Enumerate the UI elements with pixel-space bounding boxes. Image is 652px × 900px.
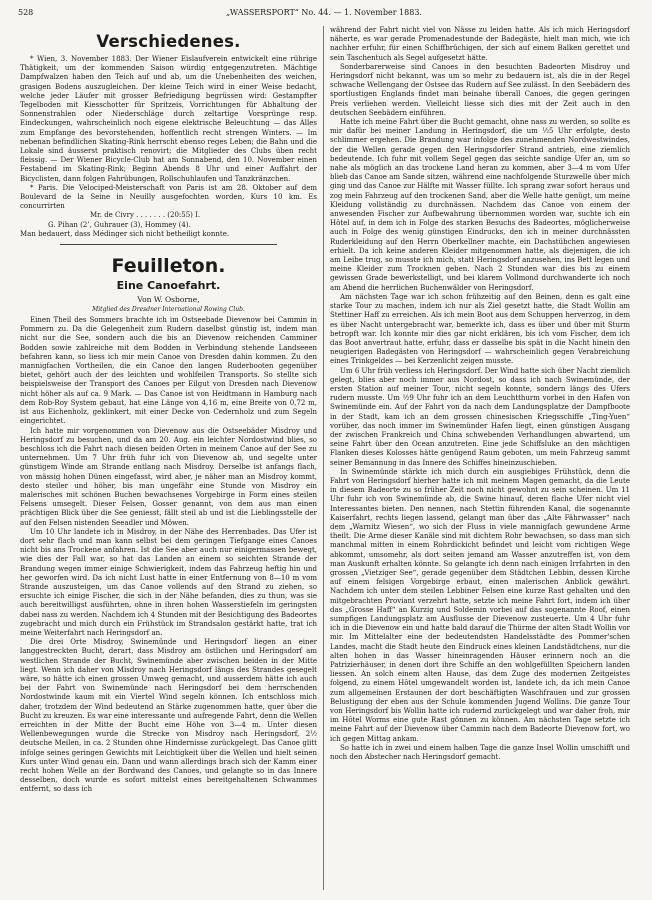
article-paragraph: während der Fahrt nicht viel von Nässe zu leiden hatte. Als ich mich Heringsdorf näherte, es war gerade Promenadestunde der Badegäste, hielt man mich, wie ich nachher erfuhr, für einen Schiffbrüchigen, der sich auf einem Balken gerettet und sein Taschentuch als Segel aufgesetzt hätte. — [330, 26, 630, 62]
column-divider — [323, 26, 324, 890]
left-column — [20, 26, 317, 890]
article-paragraph: Um 10 Uhr landete ich in Misdroy, in der Nähe des Herrenbades. Das Ufer ist dort sehr flach und man kann selbst bei dem geringen Tiefgange eines Canoes nicht bis ans Trockene anfahren. Ist die See aber auch nur einigermassen bewegt, wie dies der Fall war, so hat das Landen an einem so seichten Strande der Brandung wegen immer einige Schwierigkeit, indem das Fahrzeug heftig hin und her geworfen wird. Da ich nicht Lust hatte in einer Entfernung von 8—10 m vom Strande auszusteigen, um das Canoe vollends auf den Strand zu ziehen, so ersuchte ich einige Fischer, die sich in der Nähe befanden, dies zu thun, was sie auch bereitwilligst ausführten, ohne in ihren hohen Wasserstiefeln im geringsten dabei nass zu werden. Nachdem ich 4 Stunden mit der Besichtigung des Badeortes zugebracht und mich durch ein Frühstück im Strandsalon gestärkt hatte, trat ich meine Weiterfahrt nach Heringsdorf an. — [20, 527, 317, 637]
author-affiliation: Mitglied des Dresdner International Rowing Club. — [92, 306, 245, 314]
article-paragraph: Ich hatte mir vorgenommen von Dievenow aus die Ostseebäder Misdroy und Heringsdorf zu besuchen, und da am 20. Aug. ein leichter Nordostwind blies, so beschloss ich die Fahrt nach diesen beiden Orten in meinem Canoe auf der See zu unternehmen. Um 7 Uhr früh fuhr ich von Dievenow ab, und segelte unter günstigem Winde am Strande entlang nach Misdroy. Derselbe ist anfangs flach, von mässig hohen Dünen eingefasst, wird aber, je näher man an Misdroy kommt, desto steiler und höher, bis man ungefähr eine Stunde von Misdroy ein malerisches mit schönen Buchen bewachsenes Vorgebirge in Form eines steilen Felsens umsegelt. Dieser Felsen, Gosser genannt, von dem aus man einen prächtigen Blick über die See geniesst, fällt steil ab und ist die Lieblingsstelle der auf den Felsen nistenden Seeadler und Möwen. — [20, 426, 317, 527]
section-title-feuilleton: Feuilleton. — [111, 255, 226, 278]
section-rule — [60, 244, 277, 245]
running-header — [18, 6, 630, 20]
article-paragraph: Hatte ich meine Fahrt über die Bucht gemacht, ohne nass zu werden, so sollte es mir dafür bei meiner Landung in Heringsdorf, die um ½5 Uhr erfolgte, desto schlimmer ergehen. Die Brandung war infolge des zunehmenden Nordwestwindes, der die Wellen gerade gegen den Heringsdorfer Strand antrieb, eine ziemlich bedeutende. Ich fuhr mit vollem Segel gegen das seichte sandige Ufer an, um so nahe als möglich an das trockene Land heran zu kommen, aber 3—4 m vom Ufer blieb das Canoe am Sande sitzen, während eine nachfolgende Sturzwelle über mich ging und das Canoe zur Hälfte mit Wasser füllte. Ich sprang zwar sofort heraus und zog mein Fahrzeug auf den trockenen Sand, aber die Welle hatte genügt, um meine Kleidung vollständig zu durchnässen. Nachdem das Canoe von einem der anwesenden Fischer zur Aufbewahrung übernommen worden war, suchte ich ein Hôtel auf, in dem ich in Folge des starken Besuchs des Badeortes, möglicherweise auch in Folge des wenig günstigen Eindrucks, den ich in meiner durchnässten Ruderkleidung auf den Herrn Oberkellner machte, ein Dachstübchen angewiesen erhielt. Da ich keine anderen Kleider mitgenommen hatte, als diejenigen, die ich am Leibe trug, so musste ich mich, statt Heringsdorf anzusehen, ins Bett legen und meine Kleider zum Trocknen geben. Nach 2 Stunden war dies bis zu einem gewissen Grade bewerkstelligt, und bei klarem Vollmond durchwanderte ich noch am Abend die herrlichen Buchenwälder von Heringsdorf. — [330, 118, 630, 292]
article-paragraph: Am nächsten Tage war ich schon frühzeitig auf den Beinen, denn es galt eine starke Tour zu machen, indem ich nur als Ziel gesetzt hatte, die Stadt Wollin am Stettiner Haff zu erreichen. Als ich mein Boot aus dem Schuppen herverzog, in dem es über Nacht untergebracht war, bemerkte ich, dass es über und über mit Sturm betropft war. Ich konnte mir dies gar nicht erklären, bis ich vom Fischer, dem ich das Boot anvertraut hatte, erfuhr, dass er dasselbe bis spät in die Nacht hinein den neugierigen Badegästen von Heringsdorf — wahrscheinlich gegen Verabreichung eines Trinkgeldes — bei Kerzenlicht zeigen musste. — [330, 292, 630, 366]
news-item-paris: * Paris. Die Velociped-Meisterschaft von Paris ist am 28. Oktober auf dem Boulevard de la Seine in Neuilly ausgefochten worden, Kurs 10 km. Es concurrirten — [20, 183, 317, 211]
article-title: Eine Canoefahrt. — [116, 279, 221, 293]
article-paragraph: Um 6 Uhr früh verliess ich Heringsdorf. Der Wind hatte sich über Nacht ziemlich gelegt, blies aber noch immer aus Nordost, so dass ich nach Swinemünde, der ersten Station auf meiner Tour, nicht segeln konnte, sondern längs des Ufers rudern musste. Um ½9 Uhr fuhr ich an dem Leuchtthurm vorbei in den Hafen von Swinemünde ein. Auf der Fahrt von da nach dem Landungsplatze der Dampfboote in der Stadt, kam ich an dem grossen chinesischen Kriegsschiffe „Ting-Yuen“ vorüber, das noch immer im Swinemünder Hafen liegt, einen günstigen Ausgang der zwischen Frankreich und China schwebenden Verhandlungen abwartend, um seine Fahrt über den Ocean anzutreten. Eine jede Schiffsluke an den mächtigen Flanken dieses Kolosses hätte genügend Raum geboten, um mein Fahrzeug sammt seiner Bemannung in das Innere des Schiffes hineinzuschieben. — [330, 366, 630, 467]
news-item-wien: * Wien, 3. November 1883. Der Wiener Eislaufverein entwickelt eine rührige Thätigkeit, um der kommenden Saison würdig entgegenzutreten. Mächtige Dampfwalzen haben den Teich auf und ab, um die Unebenheiten des weichen, grasigen Bodens auszugleichen. Der kleine Teich wird in einer Weise bedacht, welche jeder Läufer mit grosser Befriedigung begrüssen wird: Gestampfter Tegelboden mit Kiesschotter für Spritzeis, Vorrichtungen für Abhaltung der Sonnenstrahlen oder Niederschläge durch zeltartige Vorsprünge resp. Eindeckungen, wahrscheinlich noch eigene elektrische Beleuchtung — das Alles zum Empfange des bevorstehenden, hoffentlich recht strengen Winters. — Im nebenan befindlichen Skating-Rink herrscht ebenso reges Leben; die Bahn und die Lokale sind äusserst praktisch renovirt; die Mitglieder des Clubs üben recht fleissig. — Der Wiener Bicycle-Club hat am Sonnabend, den 10. November einen Festabend im Skating-Rink; Beginn Abends 8 Uhr und einer Auffahrt der Bicyclisten, dann folgen Fahrübungen, Rollschuhlaufen und Tanzkränzchen. — [20, 55, 317, 183]
page-number: 528 — [18, 8, 34, 17]
race-result-winner: Mr. de Civry . . . . . . . (20:55) I. — [90, 211, 201, 220]
article-paragraph: Die drei Orte Misdroy, Swinemünde und Heringsdorf liegen an einer langgestreckten Bucht, derart, dass Misdroy am östlichen und Heringsdorf am westlichen Strande der Bucht, Swinemünde aber zwischen beiden in der Mitte liegt. Wenn ich daher von Misdroy nach Heringsdorf längs des Strandes gesegelt wäre, so hätte ich einen grossen Umweg gemacht, und ausserdem hätte ich auch bei der Fahrt von Swinemünde nach Heringsdorf bei dem herrschenden Nordostwinde kaum mit ein Viertel Wind segeln können. Ich entschloss mich daher, trotzdem der Wind bedeutend an Stärke zugenommen hatte, quer über die Bucht zu kreuzen. Es war eine interessante und aufregende Fahrt, denn die Wellen erreichten in der Mitte der Bucht eine Höhe von 3—4 m. Unter diesen Wellenbewegungen wurde die Strecke von Misdroy nach Heringsdorf, 2½ deutsche Meilen, in ca. 2 Stunden ohne Hindernisse zurückgelegt. Das Canoe glitt infolge seines geringen Gewichts mit Leichtigkeit über die Wellen und hielt seinen Kurs unter Wind genau ein. Dann und wann allerdings brach sich der Kamm einer recht hohen Welle an der Bordwand des Canoes, und gelangte so in das Innere desselben, doch wurde es sofort mittelst eines bereitgehaltenen Schwammes entfernt, so dass ich — [20, 638, 317, 794]
section-title-verschiedenes: Verschiedenes. — [96, 32, 241, 51]
article-paragraph: Einen Theil des Sommers brachte ich im Ostseebade Dievenow bei Cammin in Pommern zu. Da die Gelegenheit zum Rudern daselbst günstig ist, indem man nicht nur die See, sondern auch die bis an Dievenow reichenden Camminer Bodden sowie zahlreiche mit dem Bodden in Verbindung stehende Landseeen befahren kann, so liess ich mir mein Canoe von Dresden dahin kommen. Zu den mannigfachen Vortheilen, die ein Canoe den langen Ruderbooten gegenüber bietet, gehört auch der des leichten und wohlfeilen Transports. So stellte sich beispielsweise der Transport des Canoes per Eilgut von Dresden nach Dievenow nicht höher als auf ca. 9 Mark. — Das Canoe ist von Heidtmann in Hamburg nach dem Rob-Roy System gebaut, hat eine Länge von 4,16 m, eine Breite von 0,72 m, ist aus Eichenholz, geklinkert, mit einer Decke von Cedernholz und zum Segeln eingerichtet. — [20, 316, 317, 426]
article-paragraph: Sonderbarerweise sind Canoes in den besuchten Badeorten Misdroy und Heringsdorf nicht bekannt, was um so mehr zu bedauern ist, als die in der Regel schwache Wellengang der Ostsee das Rudern auf See zulässt. In den Seebädern des sportlustigen Englands findet man beinahe überall Canoes, die gegen geringen Preis verliehen werden. Vielleicht liesse sich dies mit der Zeit auch in den deutschen Seebädern einführen. — [330, 62, 630, 117]
article-paragraph: In Swinemünde stärkte ich mich durch ein ausgiebiges Frühstück, denn die Fahrt von Heringsdorf hierher hatte ich mit meinem Magen gemacht, da die Leute in diesem Badeorte zu so früher Zeit noch nicht gewohnt zu sein scheinen. Um 11 Uhr fuhr ich von Swinemünde ab, die Swine hinauf, deren flache Ufer nicht viel Interessantes bieten. Den nennen, nach Stettin führenden Kanal, die sogenannte Kaiserfahrt, rechts liegen lassend, gelangt man über das „Alte Fährwasser“ nach dem „Warnitz Wiesen“, wo sich der Fluss in viele mannigfach gewundene Arme theilt. Die Arme dieser Kanäle sind mit dichtem Rohr bewachsen, so dass man sich manchmal mitten in einem Rohrdickicht befindet und leicht vom richtigen Wege abkommt, umsomehr, als dort seiten jemand am Wasser anzutreffen ist, von dem man Auskunft erhalten könnte. So gelangte ich denn nach einigen Irrfahrten in den grossen „Vietziger See“, gerade gegenüber dem Städtchen Lebbin, dessen Kirche auf einem felsigen Vorgebirge erbaut, einen malerischen Anblick gewährt. Nachdem ich unter dem steilen Lebbiner Felsen eine kurze Rast gehalten und den mitgebrachten Proviant verzehrt hatte, setzte ich meine Fahrt fort, indem ich über das „Grosse Haff“ an Kurzig und Soldemin vorbei auf das sogenannte Roof, einen sumpfigen Landungsplatz am Ausflusse der Dievenow zusteuerte. Um 4 Uhr fuhr ich in die Dievenow ein und hatte bald darauf die Thürme der alten Stadt Wollin vor mir. Im Mittelalter eine der bedeutendsten Handelsstädte des Pommer'schen Landes, macht die Stadt heute den Eindruck eines kleinen Landstädtchens, nur die alten hohen in das Wasser hineinragenden Häuser erinnern noch an die Patrizierhäuser, in denen dort ihre Schiffe an den wohlgefüllten Speichern landen liessen. An solch einem alten Hause, das dem Zuge des modernen Zeitgeistes folgend, zu einem Hôtel umgewandelt worden ist, landete ich, da ich mein Canoe zum allgemeinen Erstaunen der dort beschäftigten Waschfrauen und zur grossen Belustigung der eben aus der Schule kommenden Jugend Wollins. Die ganze Tour von Heringsdorf bis Wollin hatte ich rudernd zurückgelegt und war daher froh, mir im Hôtel Worms eine gute Rast gönnen zu können. Am nächsten Tage setzte ich meine Fahrt auf der Dievenow über Cammin nach dem Badeorte Dievenow fort, wo ich gegen Mittag ankam. — [330, 467, 630, 743]
article-paragraph: So hatte ich in zwei und einem halben Tage die ganze Insel Wollin umschifft und noch den Abstecher nach Heringsdorf gemacht. — [330, 743, 630, 762]
right-column — [330, 26, 630, 890]
running-title: „WASSERSPORT“ No. 44. — 1. November 1883. — [226, 8, 422, 17]
news-item-closing: Man bedauert, dass Médinger sich nicht betheiligt konnte. — [20, 229, 230, 238]
article-byline: Von W. Osborne, — [137, 295, 200, 305]
race-result-others: G. Pihan (2’, Guhrauer (3), Hommey (4). — [48, 220, 191, 229]
